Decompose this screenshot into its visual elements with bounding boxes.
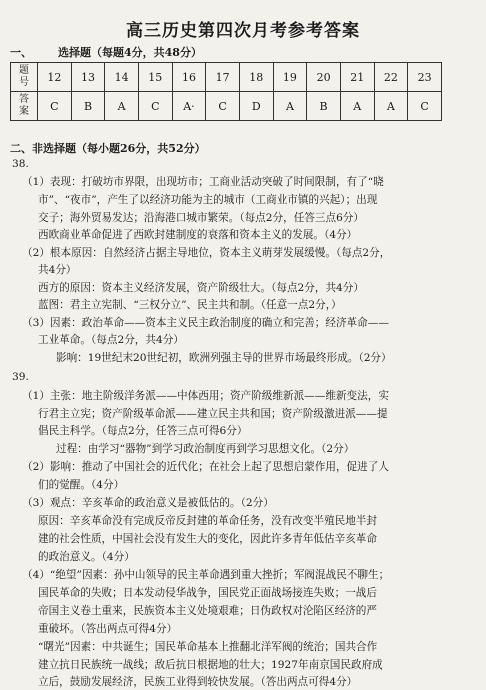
question-number: 14 bbox=[105, 63, 139, 92]
answer-line: 市”、“夜市”，产生了以经济功能为主的城市（工商业市镇的兴起）；出现 bbox=[38, 194, 378, 206]
question-number: 19 bbox=[273, 63, 307, 92]
question-number: 38. bbox=[12, 158, 29, 170]
question-number-row bbox=[11, 63, 442, 92]
answer-line: （2）根本原因：自然经济占据主导地位，资本主义萌芽发展缓慢。（每点2分， bbox=[22, 247, 391, 259]
section-number: 一、 bbox=[10, 46, 32, 59]
question-number: 22 bbox=[374, 63, 408, 92]
row-header-answer: 答 案 bbox=[11, 92, 38, 121]
section-score: （每题4分，共48分） bbox=[91, 46, 202, 59]
answer-line: “曙光”因素：中共诞生；国民革命基本上推翻北洋军阀的统治；国共合作 bbox=[38, 641, 378, 653]
answer-cell: D bbox=[239, 92, 273, 121]
section-label: 选择题 bbox=[58, 46, 91, 59]
answer-cell: C bbox=[206, 92, 240, 121]
page-title: 高三历史第四次月考参考答案 bbox=[126, 21, 360, 41]
answer-line: （4）“绝望”因素：孙中山领导的民主革命遇到重大挫折；军阀混战民不聊生； bbox=[22, 569, 390, 581]
answer-line: 帝国主义卷土重来，民族资本主义处境艰难；日伪政权对沦陷区经济的严 bbox=[38, 605, 377, 617]
answer-line: （1）表现：打破坊市界限，出现坊市；工商业活动突破了时间限制，有了“晓 bbox=[22, 176, 384, 188]
answer-line: 建的社会性质，中国社会没有发生大的变化，因此许多青年低估辛亥革命 bbox=[38, 533, 377, 545]
answer-line: 倡民主科学。（每点2分，任答三点可得6分） bbox=[38, 425, 248, 437]
answer-cell: A bbox=[374, 92, 408, 121]
answer-line: 影响：19世纪末20世纪初，欧洲列强主导的世界市场最终形成。（2分） bbox=[56, 352, 392, 364]
answer-line: 西欧商业革命促进了西欧封建制度的衰落和资本主义的发展。（4分） bbox=[38, 229, 358, 241]
answer-table bbox=[10, 62, 442, 121]
section-choice-heading bbox=[10, 44, 202, 60]
section-label: 非选择题 bbox=[32, 142, 76, 155]
answer-line: 交子；海外贸易发达；沿海港口城市繁荣。（每点2分，任答三点6分） bbox=[38, 212, 364, 224]
answer-cell: C bbox=[138, 92, 172, 121]
answer-cell: A bbox=[340, 92, 374, 121]
answer-line: 行君主立宪；资产阶级革命派——建立民主共和国；资产阶级激进派——提 bbox=[38, 408, 388, 420]
section-score: （每小题26分，共52分） bbox=[76, 142, 206, 155]
answer-row bbox=[11, 92, 442, 121]
row-header-number: 题 号 bbox=[11, 63, 38, 92]
question-number: 23 bbox=[408, 63, 442, 92]
answer-cell: A bbox=[273, 92, 307, 121]
answer-line: 蓝图：君主立宪制、“三权分立”、民主共和制。（任意一点2分，） bbox=[38, 299, 342, 311]
question-number: 16 bbox=[172, 63, 206, 92]
answer-line: （3）观点：辛亥革命的政治意义是被低估的。（2分） bbox=[22, 497, 274, 509]
answer-cell: C bbox=[408, 92, 442, 121]
answer-line: 重破坏。（答出两点可得4分） bbox=[38, 623, 178, 635]
answer-line: 立后，鼓励发展经济，民族工业得到较快发展。（答出两点可得4分） bbox=[38, 676, 358, 688]
question-number: 20 bbox=[307, 63, 341, 92]
question-number: 21 bbox=[340, 63, 374, 92]
answer-line: （3）因素：政治革命——资本主义民主政治制度的确立和完善；经济革命—— bbox=[22, 317, 389, 329]
question-number: 17 bbox=[206, 63, 240, 92]
answer-line: （1）主张：地主阶级洋务派——中体西用；资产阶级维新派——维新变法，实 bbox=[22, 390, 389, 402]
question-number: 15 bbox=[138, 63, 172, 92]
question-number: 13 bbox=[71, 63, 105, 92]
answer-line: 国民革命的失败；日本发动侵华战争，国民党正面战场接连失败；一战后 bbox=[38, 587, 377, 599]
answer-line: 原因：辛亥革命没有完成反帝反封建的革命任务，没有改变半殖民地半封 bbox=[38, 515, 377, 527]
answer-cell: C bbox=[38, 92, 72, 121]
answer-cell: A bbox=[105, 92, 139, 121]
answer-line: 建立抗日民族统一战线；敌后抗日根据地的壮大；1927年南京国民政府成 bbox=[38, 659, 383, 671]
section-number: 二、 bbox=[10, 142, 32, 155]
answer-line: 工业革命。（每点2分，共4分） bbox=[38, 334, 184, 346]
question-number: 12 bbox=[38, 63, 72, 92]
answer-line: 过程：由学习“器物”到学习政治制度再到学习思想文化。（2分） bbox=[56, 443, 355, 455]
answer-cell: B bbox=[307, 92, 341, 121]
question-number: 18 bbox=[239, 63, 273, 92]
section-essay-heading bbox=[10, 140, 206, 156]
answer-line: 们的觉醒。（4分） bbox=[38, 479, 125, 491]
answer-line: 的政治意义。（4分） bbox=[38, 551, 135, 563]
answer-line: 西方的原因：资本主义经济发展，资产阶级壮大。（每点2分，共4分） bbox=[38, 282, 364, 294]
answer-line: 共4分） bbox=[38, 264, 77, 276]
answer-cell: A· bbox=[172, 92, 206, 121]
answer-line: （2）影响：推动了中国社会的近代化；在社会上起了思想启蒙作用，促进了人 bbox=[22, 461, 389, 473]
question-number: 39. bbox=[12, 371, 29, 383]
answer-cell: B bbox=[71, 92, 105, 121]
